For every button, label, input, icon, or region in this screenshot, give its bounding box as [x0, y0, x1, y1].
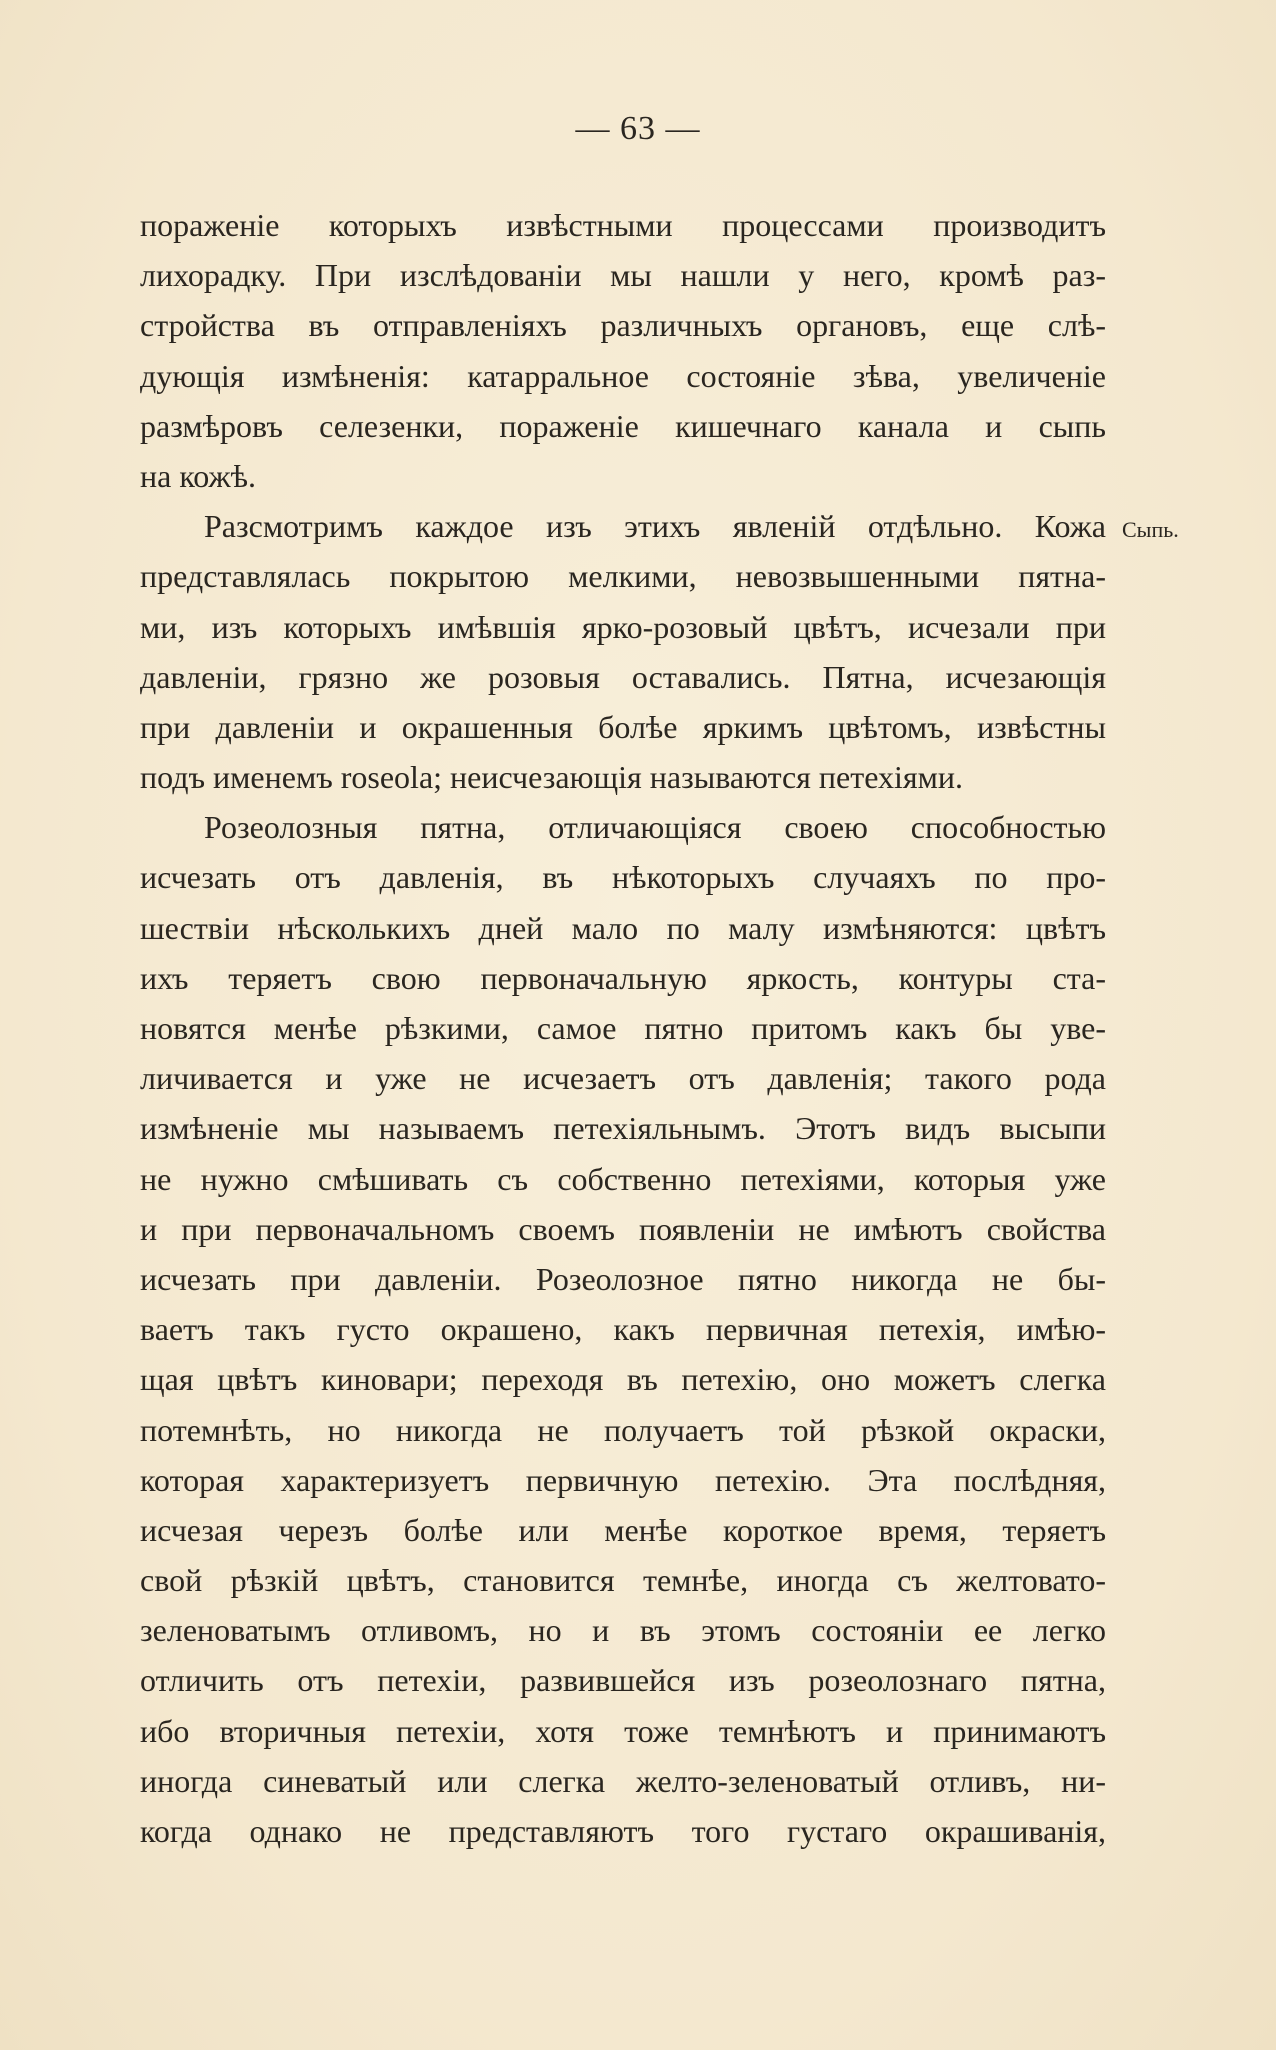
text-line: Розеолозныя пятна, отличающіяся своею способностью [204, 809, 1106, 846]
text-line: исчезать отъ давленія, въ нѣкоторыхъ случаяхъ по про- [140, 859, 1106, 896]
text-line: на кожѣ. [140, 457, 256, 494]
text-line: когда однако не представляютъ того густаго окрашиванія, [140, 1813, 1106, 1849]
text-line: иногда синеватый или слегка желто-зеленоватый отливъ, ни- [140, 1762, 1106, 1799]
text-line: измѣненіе мы называемъ петехіяльнымъ. Этотъ видъ высыпи [140, 1110, 1106, 1147]
paragraph-2 [140, 501, 1106, 802]
text-line: подъ именемъ roseola; неисчезающія называются петехіями. [140, 759, 963, 796]
text-line: стройства въ отправленіяхъ различныхъ органовъ, еще слѣ- [140, 307, 1106, 344]
text-line: дующія измѣненія: катарральное состояніе зѣва, увеличеніе [140, 357, 1106, 394]
text-line: новятся менѣе рѣзкими, самое пятно притомъ какъ бы уве- [140, 1010, 1106, 1046]
text-line: щая цвѣтъ киновари; переходя въ петехію, оно можетъ слегка [140, 1361, 1106, 1398]
text-line: исчезать при давленіи. Розеолозное пятно никогда не бы- [140, 1260, 1106, 1297]
text-line: которая характеризуетъ первичную петехію. Эта послѣдняя, [140, 1461, 1106, 1498]
text-line: при давленіи и окрашенныя болѣе яркимъ цвѣтомъ, извѣстны [140, 708, 1106, 745]
paragraph-1 [140, 200, 1106, 501]
text-line: отличить отъ петехіи, развившейся изъ розеолознаго пятна, [140, 1662, 1106, 1699]
text-line: ихъ теряетъ свою первоначальную яркость, контуры ста- [140, 959, 1106, 996]
text-line: ми, изъ которыхъ имѣвшія ярко-розовый цвѣтъ, исчезали при [140, 608, 1106, 645]
text-line: лихорадку. При изслѣдованіи мы нашли у него, кромѣ раз- [140, 257, 1106, 294]
page-number: — 63 — [575, 110, 701, 147]
text-line: исчезая черезъ болѣе или менѣе короткое время, теряетъ [140, 1511, 1106, 1548]
text-line: Разсмотримъ каждое изъ этихъ явленій отдѣльно. Кожа [204, 508, 1106, 545]
body-text [140, 200, 1106, 1856]
text-line: ваетъ такъ густо окрашено, какъ первичная петехія, имѣю- [140, 1311, 1106, 1348]
text-line: размѣровъ селезенки, пораженіе кишечнаго канала и сыпь [140, 407, 1106, 444]
text-line: не нужно смѣшивать съ собственно петехіями, которыя уже [140, 1160, 1106, 1197]
text-line: шествіи нѣсколькихъ дней мало по малу измѣняются: цвѣтъ [140, 909, 1106, 946]
text-line: личивается и уже не исчезаетъ отъ давленія; такого рода [140, 1060, 1106, 1097]
text-line: зеленоватымъ отливомъ, но и въ этомъ состояніи ее легко [140, 1612, 1106, 1649]
text-line: пораженіе которыхъ извѣстными процессами производитъ [140, 207, 1106, 243]
text-line: свой рѣзкій цвѣтъ, становится темнѣе, иногда съ желтовато- [140, 1562, 1106, 1599]
text-line: представлялась покрытою мелкими, невозвышенными пятна- [140, 558, 1106, 595]
paragraph-3 [140, 802, 1106, 1856]
text-line: давленіи, грязно же розовыя оставались. Пятна, исчезающія [140, 658, 1106, 695]
text-line: и при первоначальномъ своемъ появленіи не имѣютъ свойства [140, 1210, 1106, 1247]
margin-note: Сыпь. [1122, 517, 1179, 542]
text-line: потемнѣть, но никогда не получаетъ той рѣзкой окраски, [140, 1411, 1106, 1448]
text-line: ибо вторичныя петехіи, хотя тоже темнѣютъ и принимаютъ [140, 1712, 1106, 1749]
